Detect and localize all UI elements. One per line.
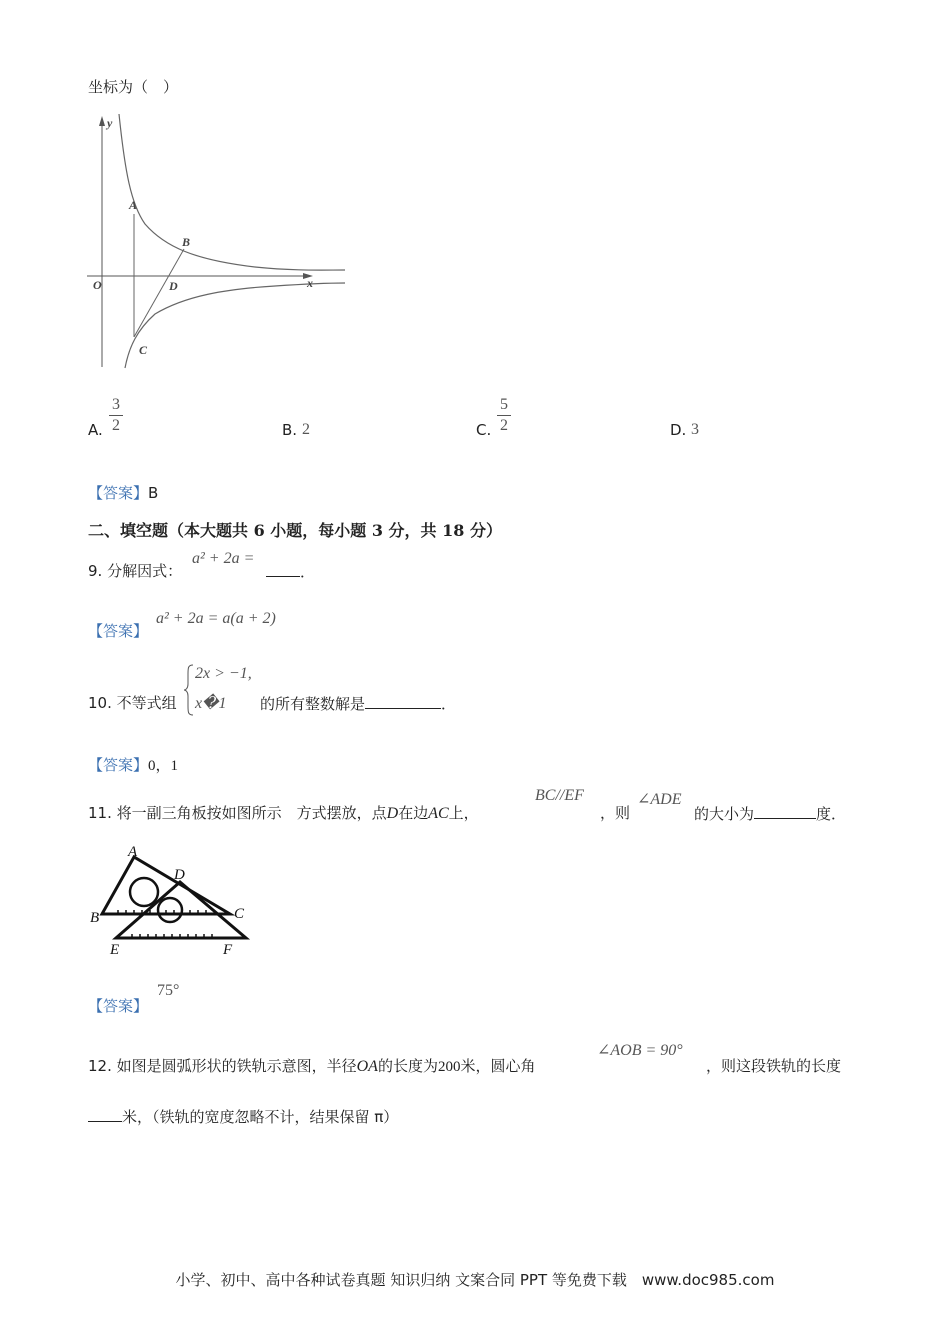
q10-line2: x�1 <box>195 695 227 712</box>
label-b: B <box>90 910 100 926</box>
label-a: A <box>129 198 138 212</box>
answer-tag: 【答案】 <box>88 484 149 502</box>
q11-side-ac: AC <box>428 805 449 822</box>
q8-stem-tail: 坐标为（ ） <box>88 78 179 96</box>
q9-expression: a² + 2a = <box>192 550 255 567</box>
option-d-letter: D. <box>670 421 687 439</box>
page-footer: 小学、初中、高中各种试卷真题 知识归纳 文案合同 PPT 等免费下载 www.doc985.com <box>175 1271 775 1289</box>
q12-text2: 的长度为 <box>377 1057 438 1075</box>
label-d: D <box>174 867 185 883</box>
answer-value: 0，1 <box>148 758 179 774</box>
q10-brace <box>183 664 195 716</box>
q9-blank <box>266 560 315 582</box>
label-e: E <box>110 942 120 958</box>
label-o: O <box>93 278 102 292</box>
q10-line1: 2x > −1, <box>195 665 252 682</box>
y-axis-arrow <box>99 116 105 126</box>
q12-radius-oa: OA <box>356 1058 378 1075</box>
option-c-fraction <box>497 396 511 435</box>
q10-tail <box>260 692 456 714</box>
answer-tag: 【答案】 <box>88 997 149 1015</box>
q12-stem <box>88 1055 535 1076</box>
label-d: D <box>169 279 178 293</box>
q11-tail <box>694 802 846 824</box>
option-c-denominator: 2 <box>500 417 508 434</box>
q10-tail-text: 的所有整数解是 <box>260 695 366 713</box>
option-a-letter: A. <box>88 421 103 439</box>
q11-text1: 11. 将一副三角板按如图所示 方式摆放，点 <box>88 804 387 822</box>
q11-text2: 在边 <box>398 804 429 822</box>
label-b: B <box>182 235 191 249</box>
q11-triangles-figure <box>88 842 253 960</box>
option-b-value: 2 <box>302 421 310 438</box>
upper-curve <box>119 114 345 270</box>
q11-angle: ∠ADE <box>637 791 682 808</box>
q12-text4: ，则这段铁轨的长度 <box>706 1057 842 1075</box>
q12-text3: 米，圆心角 <box>460 1057 536 1075</box>
segment-bc <box>134 249 184 337</box>
q10-answer <box>88 754 178 775</box>
q9-answer <box>88 620 148 641</box>
q12-text1: 12. 如图是圆弧形状的铁轨示意图，半径 <box>88 1057 357 1075</box>
q12-angle: ∠AOB = 90° <box>597 1042 683 1059</box>
q11-point-d: D <box>386 805 399 822</box>
q11-text3: 上， <box>448 804 479 822</box>
option-a-fraction <box>109 396 123 435</box>
q9-tail: ． <box>300 563 316 581</box>
q9-answer-expression: a² + 2a = a(a + 2) <box>156 610 276 627</box>
label-x: x <box>307 276 313 290</box>
option-c-numerator: 5 <box>500 396 508 413</box>
answer-tag: 【答案】 <box>88 756 149 774</box>
q8-answer <box>88 482 158 503</box>
option-a-numerator: 3 <box>112 396 120 413</box>
option-d-value: 3 <box>691 421 699 438</box>
q11-parallel: BC//EF <box>535 787 584 804</box>
q10-end: ． <box>441 695 457 713</box>
q10-label: 10. 不等式组 <box>88 694 177 712</box>
q11-answer <box>88 995 148 1016</box>
label-f: F <box>223 942 233 958</box>
circle-upper <box>130 878 158 906</box>
option-a-denominator: 2 <box>112 417 120 434</box>
q12-radius-value: 200 <box>437 1059 461 1075</box>
q11-text6: 度． <box>816 805 847 823</box>
label-a: A <box>128 844 138 860</box>
q11-answer-value: 75° <box>157 982 180 999</box>
label-c: C <box>139 343 148 357</box>
answer-tag: 【答案】 <box>88 622 149 640</box>
q11-text4: ，则 <box>600 804 631 822</box>
q9-label: 9. 分解因式： <box>88 562 183 580</box>
q12-line2 <box>88 1105 398 1127</box>
answer-value: B <box>148 484 159 502</box>
q8-hyperbola-figure <box>85 112 350 374</box>
option-c-letter: C. <box>476 421 492 439</box>
circle-lower <box>158 898 182 922</box>
section-title: 二、填空题（本大题共 6 小题，每小题 3 分，共 18 分） <box>88 521 502 540</box>
q11-stem <box>88 802 479 823</box>
option-b-letter: B. <box>282 421 298 439</box>
label-c: C <box>234 906 245 922</box>
q11-text5: 的大小为 <box>694 805 755 823</box>
label-y: y <box>107 116 113 130</box>
triangle-abc <box>102 857 230 914</box>
q12-text5: 米，（铁轨的宽度忽略不计，结果保留 π） <box>122 1108 399 1126</box>
